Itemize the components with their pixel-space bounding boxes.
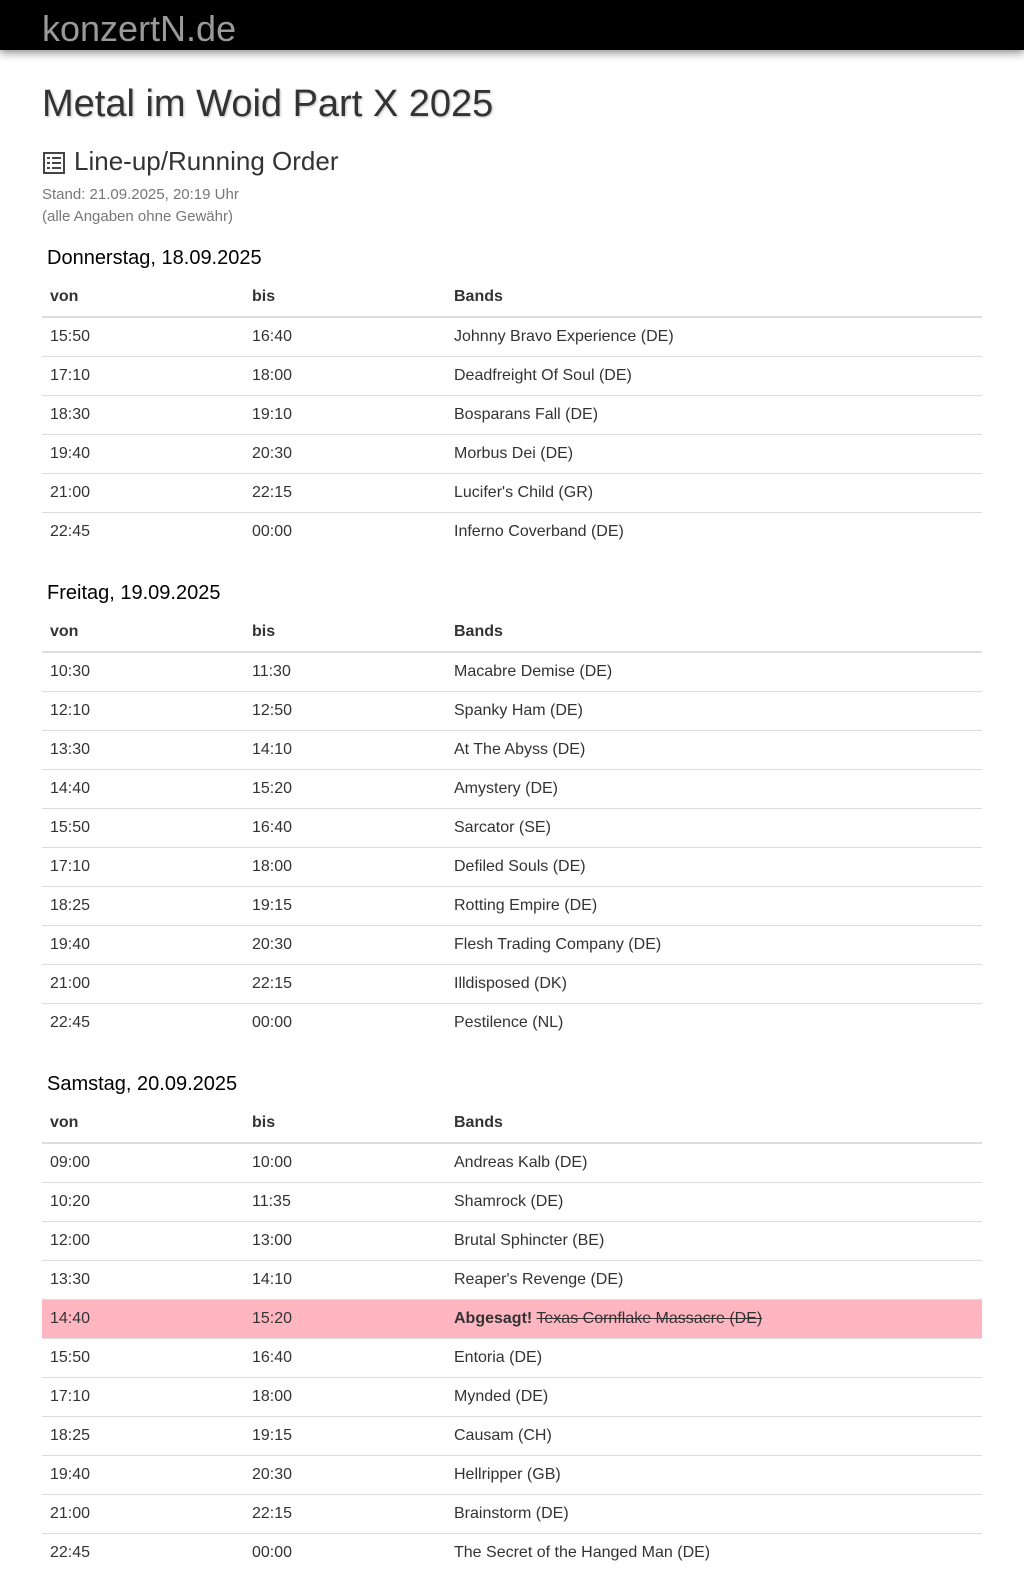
table-row-cancelled [42, 1300, 982, 1339]
day-title: Donnerstag, 18.09.2025 [47, 247, 262, 269]
cell-band: Amystery (DE) [446, 770, 982, 809]
main-content [42, 50, 982, 1572]
cell-bis: 12:50 [244, 692, 446, 731]
table-row [42, 887, 982, 926]
header-bands: Bands [446, 1104, 982, 1143]
cell-von: 14:40 [42, 1300, 244, 1339]
cell-bis: 20:30 [244, 1456, 446, 1495]
cell-bis: 16:40 [244, 809, 446, 848]
cell-band: Illdisposed (DK) [446, 965, 982, 1004]
cell-von: 21:00 [42, 474, 244, 513]
cell-bis: 00:00 [244, 513, 446, 552]
cell-band: Brutal Sphincter (BE) [446, 1222, 982, 1261]
cell-von: 17:10 [42, 357, 244, 396]
table-row [42, 770, 982, 809]
cell-band: Sarcator (SE) [446, 809, 982, 848]
cell-band: Rotting Empire (DE) [446, 887, 982, 926]
cell-bis: 19:15 [244, 1417, 446, 1456]
day-title: Freitag, 19.09.2025 [47, 582, 221, 604]
table-row [42, 809, 982, 848]
cell-band: Macabre Demise (DE) [454, 663, 613, 680]
cell-band: Mynded (DE) [446, 1378, 982, 1417]
schedule-table [42, 613, 982, 1042]
cell-bis: 14:10 [244, 731, 446, 770]
cell-bis: 15:20 [244, 1300, 446, 1339]
table-header-row [42, 1104, 982, 1143]
cell-bis: 14:10 [244, 1261, 446, 1300]
days-container [42, 244, 982, 1572]
cell-band: Entoria (DE) [446, 1339, 982, 1378]
cell-von: 09:00 [50, 1154, 91, 1171]
table-row [42, 1456, 982, 1495]
table-row [42, 1222, 982, 1261]
cell-bis: 11:35 [244, 1183, 446, 1222]
cell-band: Brainstorm (DE) [446, 1495, 982, 1534]
day-section [42, 579, 982, 1042]
table-row [42, 1378, 982, 1417]
cell-band: The Secret of the Hanged Man (DE) [446, 1534, 982, 1573]
cell-bis: 22:15 [244, 1495, 446, 1534]
cell-von: 13:30 [42, 731, 244, 770]
cell-von: 22:45 [42, 1004, 244, 1043]
cell-bis: 10:00 [252, 1154, 293, 1171]
cell-band: Spanky Ham (DE) [446, 692, 982, 731]
table-row [42, 1339, 982, 1378]
table-row [42, 1261, 982, 1300]
cell-band: Shamrock (DE) [446, 1183, 982, 1222]
cell-von: 12:10 [42, 692, 244, 731]
table-header-row [42, 278, 982, 317]
cell-von: 15:50 [50, 328, 91, 345]
cell-bis: 11:30 [252, 663, 291, 680]
cell-bis: 22:15 [244, 965, 446, 1004]
list-icon [42, 149, 66, 173]
cell-band: Deadfreight Of Soul (DE) [446, 357, 982, 396]
day-section [42, 1070, 982, 1572]
table-row [42, 692, 982, 731]
disclaimer-text: (alle Angaben ohne Gewähr) [42, 208, 233, 225]
cell-band: Lucifer's Child (GR) [446, 474, 982, 513]
table-row [42, 1534, 982, 1573]
table-row [42, 1143, 982, 1183]
cell-von: 19:40 [42, 435, 244, 474]
table-row [42, 926, 982, 965]
cell-band: Bosparans Fall (DE) [446, 396, 982, 435]
schedule-table [42, 1104, 982, 1572]
cell-von: 22:45 [42, 513, 244, 552]
cell-band: Morbus Dei (DE) [446, 435, 982, 474]
cell-bis: 18:00 [244, 357, 446, 396]
cell-von: 21:00 [42, 965, 244, 1004]
cell-band: Reaper's Revenge (DE) [446, 1261, 982, 1300]
cell-von: 21:00 [42, 1495, 244, 1534]
cell-band: Inferno Coverband (DE) [446, 513, 982, 552]
cell-bis: 19:15 [244, 887, 446, 926]
cell-bis: 18:00 [244, 848, 446, 887]
cell-band: At The Abyss (DE) [446, 731, 982, 770]
day-section [42, 244, 982, 551]
header-bands: Bands [446, 613, 982, 652]
header-von: von [42, 278, 244, 317]
cell-von: 18:30 [42, 396, 244, 435]
header-von: von [42, 613, 244, 652]
cell-von: 15:50 [42, 1339, 244, 1378]
cell-band: Johnny Bravo Experience (DE) [454, 328, 674, 345]
table-row [42, 1183, 982, 1222]
update-info [42, 184, 982, 228]
cell-bis: 18:00 [244, 1378, 446, 1417]
table-header-row [42, 613, 982, 652]
table-row [42, 357, 982, 396]
cell-von: 22:45 [42, 1534, 244, 1573]
band-name-struck: Texas Cornflake Massacre (DE) [536, 1310, 763, 1327]
cell-bis: 13:00 [244, 1222, 446, 1261]
header-von: von [42, 1104, 244, 1143]
table-row [42, 513, 982, 552]
cell-bis: 16:40 [244, 1339, 446, 1378]
table-row [42, 474, 982, 513]
schedule-table [42, 278, 982, 551]
cell-band: Andreas Kalb (DE) [454, 1154, 588, 1171]
table-row [42, 652, 982, 692]
cell-von: 12:00 [42, 1222, 244, 1261]
table-row [42, 965, 982, 1004]
cell-band: Defiled Souls (DE) [446, 848, 982, 887]
table-row [42, 1495, 982, 1534]
stand-text: Stand: 21.09.2025, 20:19 Uhr [42, 186, 239, 203]
table-row [42, 435, 982, 474]
cell-bis: 15:20 [244, 770, 446, 809]
table-row [42, 1004, 982, 1043]
cell-bis: 16:40 [252, 328, 293, 345]
cell-band: Hellripper (GB) [446, 1456, 982, 1495]
cell-von: 18:25 [42, 887, 244, 926]
cell-band: Pestilence (NL) [446, 1004, 982, 1043]
cell-von: 10:30 [50, 663, 91, 680]
cell-bis: 20:30 [244, 435, 446, 474]
cell-bis: 22:15 [244, 474, 446, 513]
cell-bis: 00:00 [244, 1534, 446, 1573]
cell-von: 15:50 [42, 809, 244, 848]
cell-von: 17:10 [42, 1378, 244, 1417]
cell-von: 17:10 [42, 848, 244, 887]
header-bis: bis [244, 1104, 446, 1143]
section-title [42, 144, 982, 178]
table-row [42, 396, 982, 435]
page-title: Metal im Woid Part X 2025 [42, 83, 494, 125]
section-title-text: Line-up/Running Order [74, 146, 339, 176]
cancelled-badge: Abgesagt! [454, 1310, 533, 1327]
cell-band: Flesh Trading Company (DE) [446, 926, 982, 965]
header-bis: bis [244, 613, 446, 652]
header-bis: bis [244, 278, 446, 317]
cell-band-cancelled [446, 1300, 982, 1339]
cell-von: 19:40 [42, 1456, 244, 1495]
header-bands: Bands [446, 278, 982, 317]
cell-von: 18:25 [42, 1417, 244, 1456]
cell-von: 10:20 [42, 1183, 244, 1222]
top-navbar [0, 0, 1024, 50]
cell-band: Causam (CH) [446, 1417, 982, 1456]
table-row [42, 317, 982, 357]
day-title: Samstag, 20.09.2025 [47, 1073, 238, 1095]
table-row [42, 731, 982, 770]
cell-bis: 00:00 [244, 1004, 446, 1043]
table-row [42, 1417, 982, 1456]
cell-von: 14:40 [42, 770, 244, 809]
cell-von: 13:30 [42, 1261, 244, 1300]
cell-bis: 19:10 [244, 396, 446, 435]
brand-link[interactable]: konzertN.de [42, 8, 237, 49]
table-row [42, 848, 982, 887]
cell-von: 19:40 [42, 926, 244, 965]
cell-bis: 20:30 [244, 926, 446, 965]
